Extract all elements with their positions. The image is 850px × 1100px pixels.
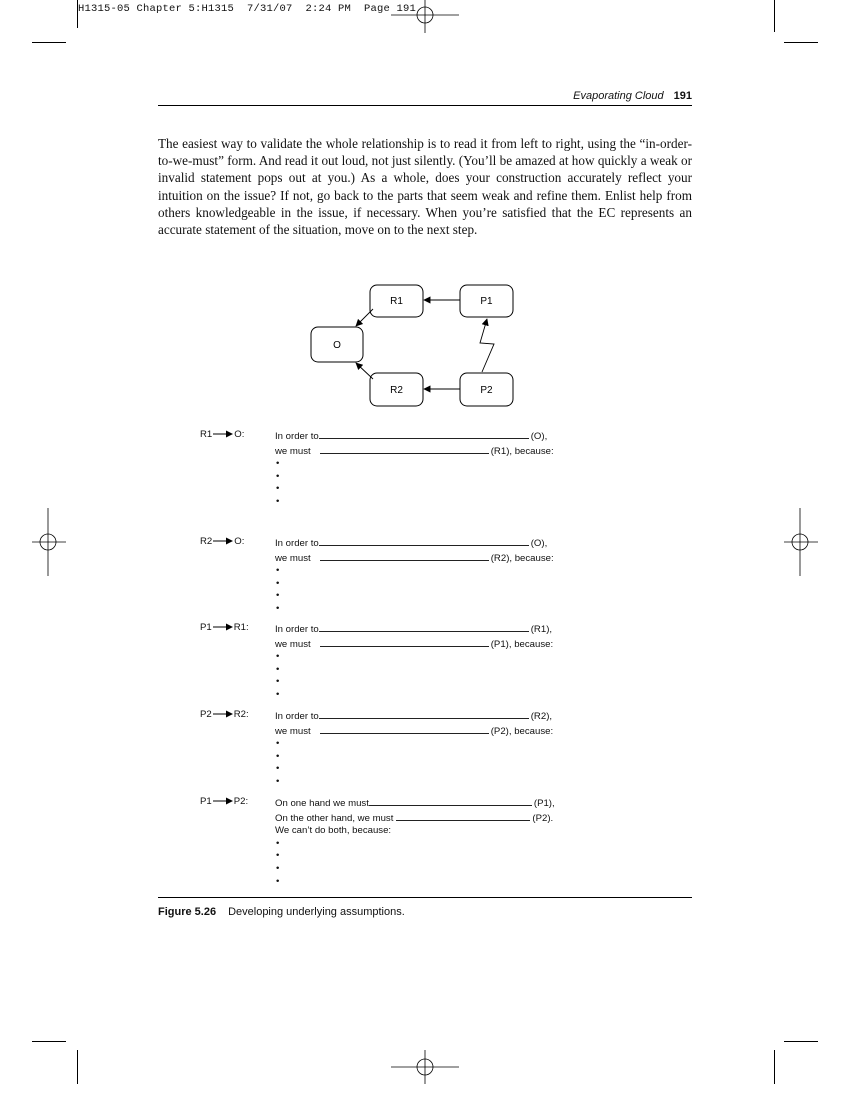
form-line-2 — [275, 811, 635, 826]
form-line-1 — [275, 796, 635, 811]
figure-caption-text: Developing underlying assumptions. — [228, 906, 405, 918]
node-o-label: O — [333, 340, 341, 351]
line-prefix: we must — [275, 725, 311, 737]
bullet-item: • — [276, 738, 280, 750]
line-prefix: In order to — [275, 431, 319, 442]
fill-in-blank[interactable] — [319, 622, 529, 632]
node-p2-label: P2 — [480, 385, 493, 396]
running-head-title: Evaporating Cloud — [573, 90, 664, 102]
fill-in-blank[interactable] — [320, 724, 489, 734]
figure-caption — [158, 897, 692, 918]
line-prefix: we must — [275, 445, 311, 457]
fill-in-blank[interactable] — [319, 709, 529, 719]
relation-label — [200, 622, 249, 635]
figure-label: Figure 5.26 — [158, 906, 217, 918]
form-line-2 — [275, 637, 635, 652]
bullet-item: • — [276, 577, 280, 589]
fill-in-blank[interactable] — [369, 796, 532, 806]
bullet-item: • — [276, 483, 280, 495]
right-arrow-icon — [212, 537, 234, 545]
line-suffix: (O), — [530, 538, 548, 549]
form-line-1 — [275, 536, 635, 551]
form-line-1 — [275, 429, 635, 444]
bullet-item: • — [276, 651, 280, 663]
line-suffix: (P2). — [532, 812, 554, 824]
relation-label — [200, 796, 248, 809]
line-suffix: (R2), because: — [490, 552, 554, 564]
fill-in-blank[interactable] — [320, 551, 489, 561]
line-prefix: we must — [275, 552, 311, 564]
relation-to: O: — [234, 536, 245, 547]
bullet-item: • — [276, 750, 280, 762]
bullet-item: • — [276, 850, 280, 862]
line-suffix: (R2), — [530, 711, 553, 722]
line-suffix: (P2), because: — [490, 725, 554, 737]
line-prefix: In order to — [275, 624, 319, 635]
form-line-2 — [275, 551, 635, 566]
fill-in-blank[interactable] — [319, 536, 529, 546]
bullet-item: • — [276, 775, 280, 787]
line-prefix: On one hand we must — [275, 798, 369, 809]
bullet-item: • — [276, 470, 280, 482]
bullet-item: • — [276, 862, 280, 874]
node-p1-label: P1 — [480, 296, 493, 307]
line-suffix: (P1), — [533, 798, 555, 809]
right-arrow-icon — [212, 797, 234, 805]
bullet-item: • — [276, 763, 280, 775]
page-number: 191 — [673, 90, 692, 102]
relation-from: P1 — [200, 796, 212, 807]
line-prefix: we must — [275, 638, 311, 650]
line-suffix: (R1), because: — [490, 445, 554, 457]
relation-label — [200, 536, 244, 549]
form-line-3: We can’t do both, because: — [275, 825, 392, 837]
relation-from: R2 — [200, 536, 213, 547]
form-line-2 — [275, 724, 635, 739]
right-arrow-icon — [212, 430, 234, 438]
fill-in-blank[interactable] — [319, 429, 529, 439]
body-paragraph: The easiest way to validate the whole relationship is to read it from left to right, using the “in-order-to-we-must” form. And read it out loud, not just silently. (You’ll be amazed at how quickly a weak or invalid statement pops out at you.) As a whole, does your construction accurately reflect your intuition on the issue? If not, go back to the parts that seem weak and refine them. Enlist help from others knowledgeable in the issue, if necessary. When you’re satisfied that the EC represents an accurate statement of the situation, move on to the next step. — [158, 136, 692, 238]
right-arrow-icon — [212, 710, 234, 718]
bullet-item: • — [276, 663, 280, 675]
line-suffix: (O), — [530, 431, 548, 442]
bullet-item: • — [276, 837, 280, 849]
bullet-item: • — [276, 875, 280, 887]
fill-in-blank[interactable] — [396, 811, 530, 821]
relation-from: P2 — [200, 709, 212, 720]
fill-in-blank[interactable] — [320, 444, 489, 454]
relation-to: O: — [234, 429, 245, 440]
bullet-item: • — [276, 565, 280, 577]
relation-label — [200, 709, 249, 722]
form-line-2 — [275, 444, 635, 459]
bullet-item: • — [276, 676, 280, 688]
relation-from: R1 — [200, 429, 213, 440]
relation-label — [200, 429, 244, 442]
bullet-item: • — [276, 688, 280, 700]
line-prefix: In order to — [275, 538, 319, 549]
relation-to: P2: — [233, 796, 249, 807]
slug-line: H1315-05 Chapter 5:H1315 7/31/07 2:24 PM Page 191 — [78, 3, 417, 15]
bullet-item: • — [276, 458, 280, 470]
arrow-r1-to-o — [356, 309, 373, 326]
form-line-1 — [275, 709, 635, 724]
bullet-item: • — [276, 602, 280, 614]
line-suffix: (P1), because: — [490, 638, 554, 650]
node-r2-label: R2 — [390, 385, 403, 396]
line-suffix: (R1), — [530, 624, 553, 635]
fill-in-blank[interactable] — [320, 637, 489, 647]
conflict-arrow-p2-p1 — [480, 319, 494, 372]
form-line-1 — [275, 622, 635, 637]
line-prefix: On the other hand, we must — [275, 812, 394, 824]
bullet-item: • — [276, 590, 280, 602]
node-r1-label: R1 — [390, 296, 403, 307]
relation-from: P1 — [200, 622, 212, 633]
right-arrow-icon — [212, 623, 234, 631]
arrow-r2-to-o — [356, 363, 373, 379]
relation-to: R2: — [233, 709, 249, 720]
bullet-item: • — [276, 495, 280, 507]
line-prefix: In order to — [275, 711, 319, 722]
relation-to: R1: — [233, 622, 249, 633]
